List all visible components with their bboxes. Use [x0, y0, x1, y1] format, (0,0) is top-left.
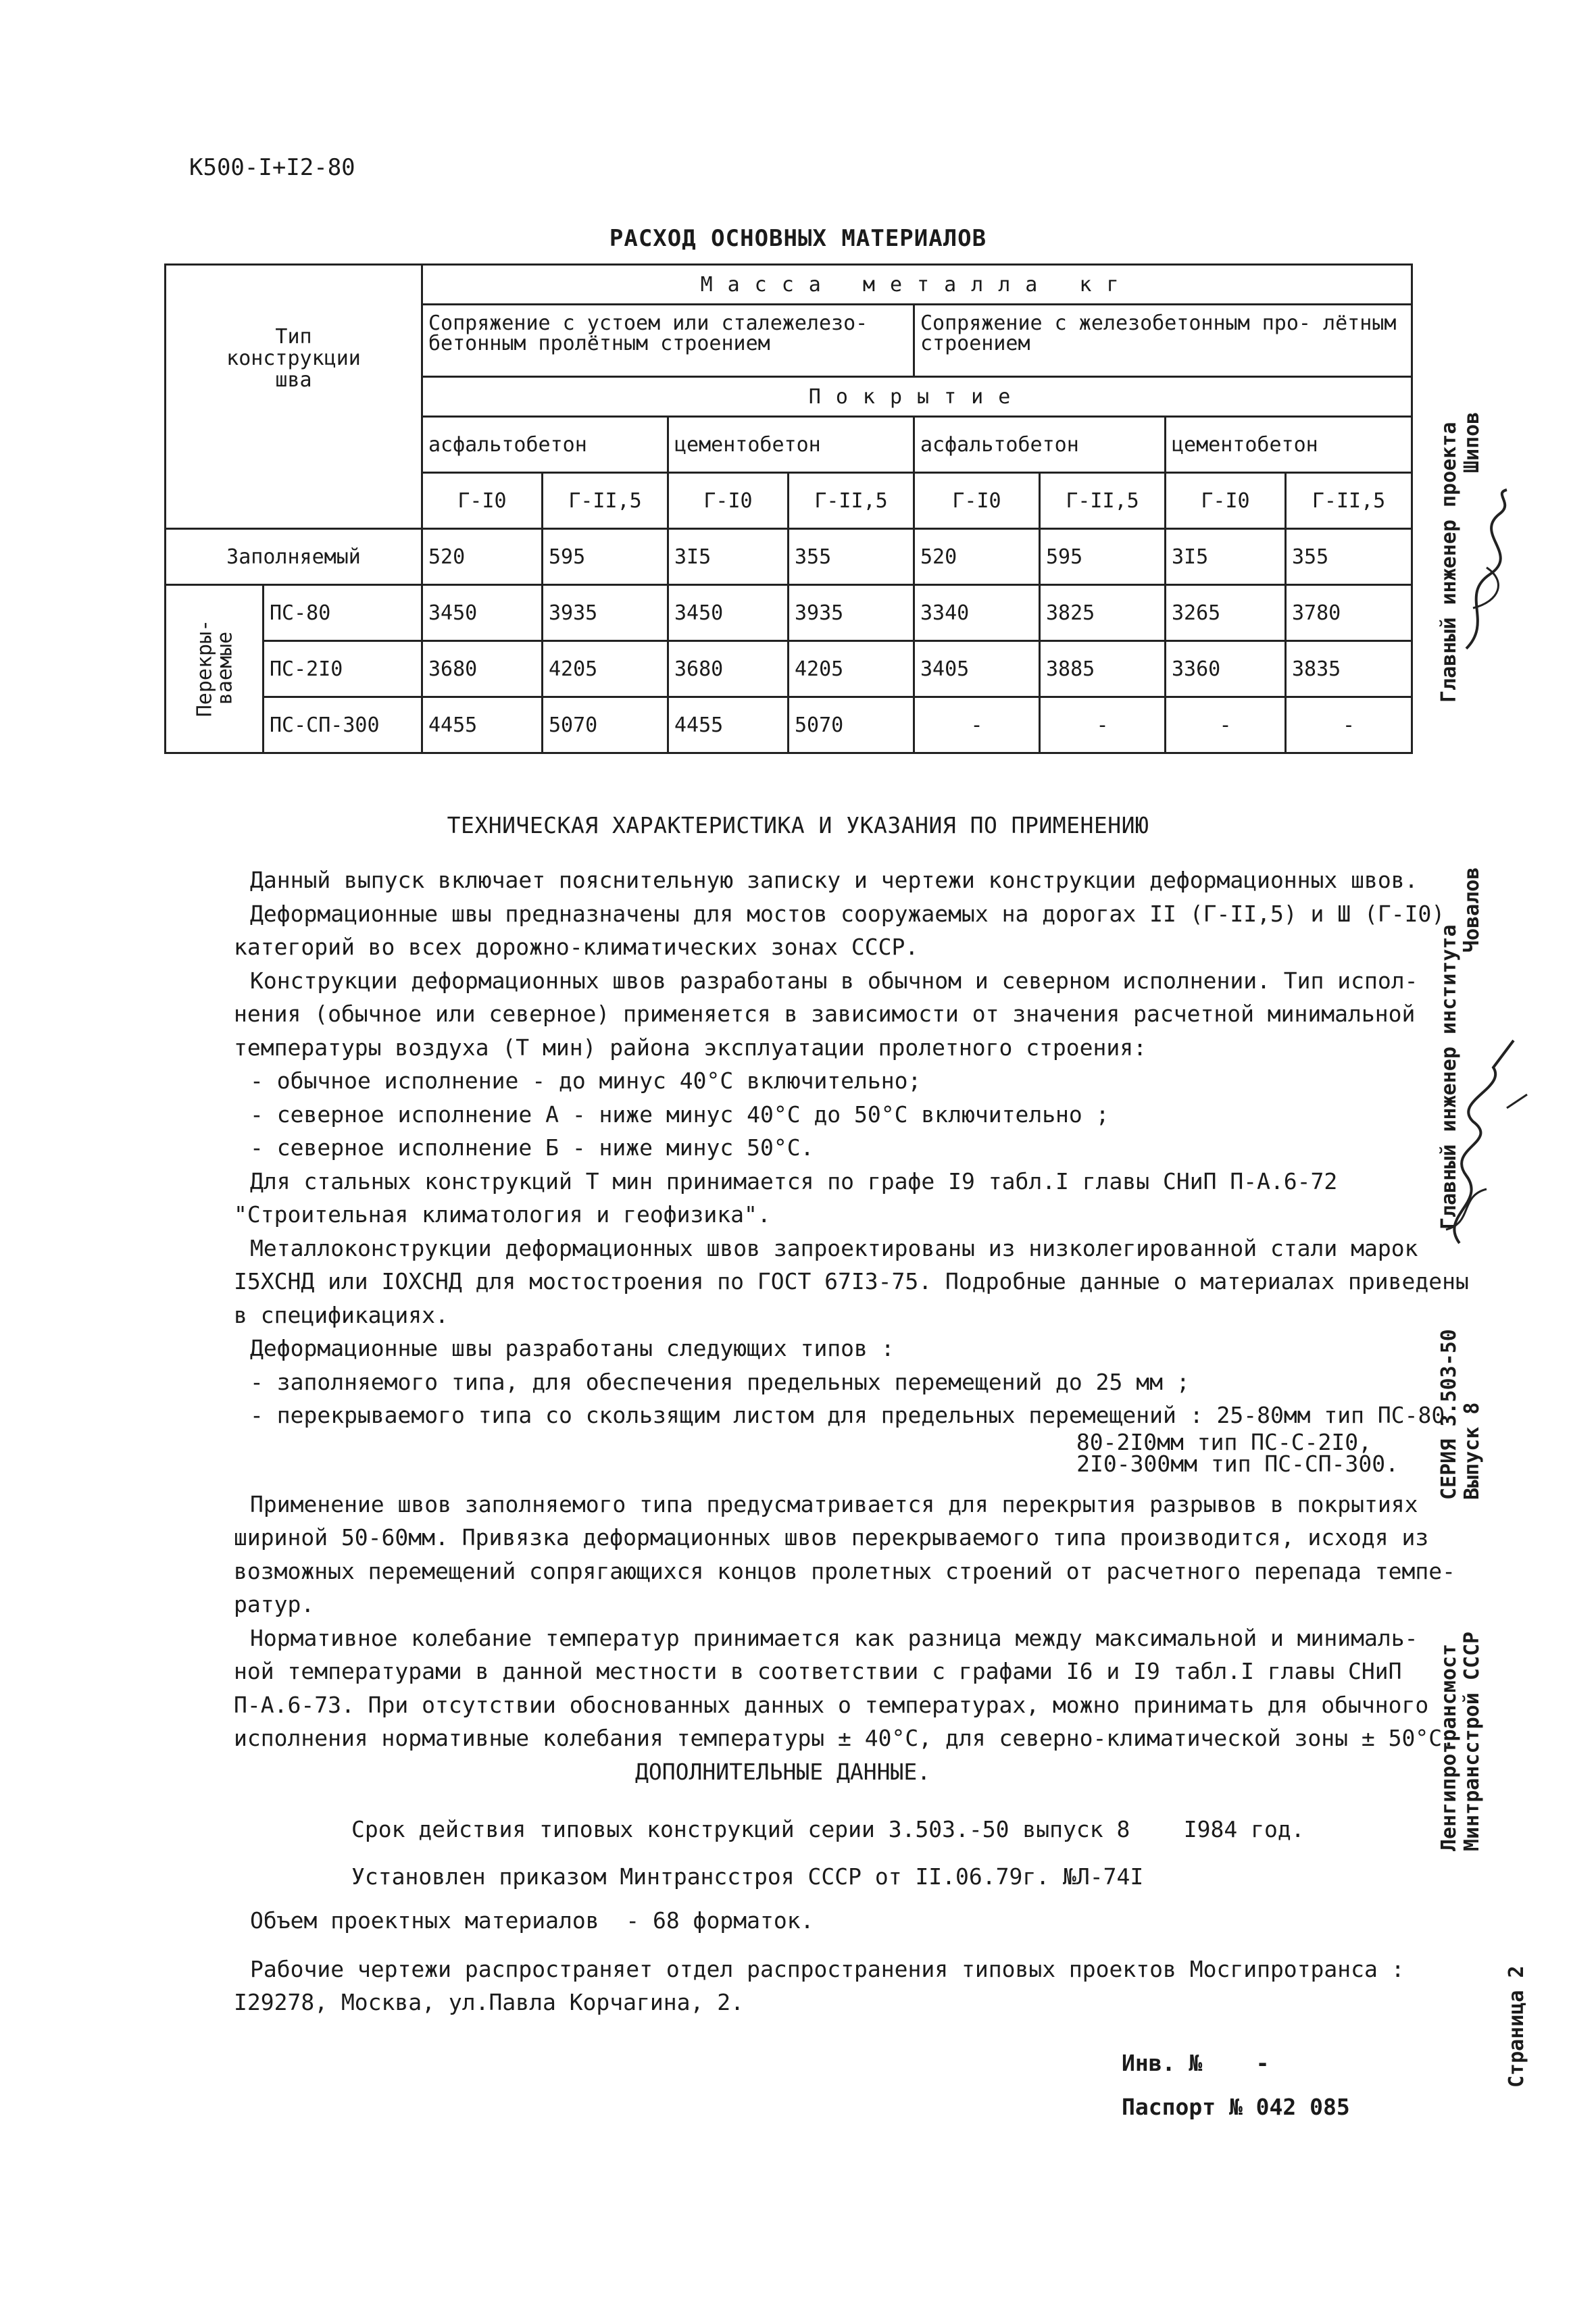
value-cell: 595 [543, 529, 668, 585]
paragraph-line: - северное исполнение Б - ниже минус 50°С. [250, 1134, 814, 1161]
materials-table [164, 263, 1413, 754]
value-cell: 5070 [543, 697, 668, 753]
overlap-label-cell [166, 585, 264, 753]
grade-cell: Г-I0 [1166, 473, 1286, 529]
page-number: Страница 2 [1505, 1965, 1528, 2088]
paragraph-line: Деформационные швы предназначены для мостов сооружаемых на дорогах II (Г-II,5) и Ш (Г-I0) [250, 900, 1445, 927]
grade-cell: Г-I0 [422, 473, 543, 529]
value-cell: 5070 [789, 697, 914, 753]
value-cell: 3405 [914, 641, 1040, 697]
paragraph-line: нения (обычное или северное) применяется в зависимости от значения расчетной минимальной [234, 1001, 1416, 1027]
paragraph-line: исполнения нормативные колебания температуры ± 40°С, для северно-климатической зоны ± 50°С. [234, 1725, 1455, 1751]
value-cell: 595 [1040, 529, 1166, 585]
value-cell: 3I5 [668, 529, 789, 585]
value-cell: 4455 [422, 697, 543, 753]
document-code: К500-I+I2-80 [189, 154, 355, 181]
value-cell: 3I5 [1166, 529, 1286, 585]
paragraph-line: - северное исполнение А - ниже минус 40°С до 50°С включительно ; [250, 1101, 1109, 1128]
value-cell: - [914, 697, 1040, 753]
value-cell: 3450 [422, 585, 543, 641]
signature-institute-icon [1432, 1027, 1534, 1257]
grade-cell: Г-II,5 [789, 473, 914, 529]
paragraph-line: шириной 50-60мм. Привязка деформационных швов перекрываемого типа производится, исходя из [234, 1524, 1429, 1551]
paragraph-line: Применение швов заполняемого типа предусматривается для перекрытия разрывов в покрытиях [250, 1490, 1418, 1517]
type-header-line: Тип [275, 325, 312, 349]
type-header-cell [166, 265, 422, 529]
coating-cell: асфальтобетон [914, 417, 1166, 473]
paragraph-line: Конструкции деформационных швов разработаны в обычном и северном исполнении. Тип испол- [250, 967, 1418, 994]
value-cell: 520 [422, 529, 543, 585]
paragraph-line: категорий во всех дорожно-климатических зонах СССР. [234, 934, 919, 960]
value-cell: 3885 [1040, 641, 1166, 697]
series-label: СЕРИЯ 3.503-50 [1437, 1329, 1461, 1500]
value-cell: 3450 [668, 585, 789, 641]
paragraph-line: I5ХСНД или IOХСНД для мостостроения по ГОСТ 67I3-75. Подробные данные о материалах приведены [234, 1268, 1469, 1294]
mass-header: Масса металла кг [422, 265, 1412, 305]
coating-cell: цементобетон [1166, 417, 1412, 473]
paragraph-line: Объем проектных материалов - 68 форматок. [250, 1907, 814, 1934]
value-cell: 520 [914, 529, 1040, 585]
paragraph-line: "Строительная климатология и геофизика". [234, 1201, 771, 1228]
paragraph-line: Нормативное колебание температур принимается как разница между максимальной и минималь- [250, 1624, 1418, 1651]
paragraph-line: I29278, Москва, ул.Павла Корчагина, 2. [234, 1989, 744, 2015]
paragraph-line: Срок действия типовых конструкций серии 3.503.-50 выпуск 8 I984 год. [351, 1816, 1305, 1842]
paragraph-line: ной температурами в данной местности в соответствии с графами I6 и I9 табл.I главы СНиП [234, 1658, 1402, 1684]
overlap-label-line: ваемые [213, 631, 237, 705]
value-cell: - [1166, 697, 1286, 753]
value-cell: 3360 [1166, 641, 1286, 697]
organization-1: Ленгипротрансмост [1437, 1643, 1461, 1851]
paragraph-line: температуры воздуха (Т мин) района эксплуатации пролетного строения: [234, 1034, 1147, 1061]
passport-number: Паспорт № 042 085 [1122, 2094, 1350, 2120]
value-cell: 3680 [668, 641, 789, 697]
paragraph-line: Данный выпуск включает пояснительную записку и чертежи конструкции деформационных швов. [250, 867, 1418, 893]
value-cell: 4455 [668, 697, 789, 753]
value-cell: 355 [789, 529, 914, 585]
grade-cell: Г-II,5 [1040, 473, 1166, 529]
value-cell: 3340 [914, 585, 1040, 641]
paragraph-line: - перекрываемого типа со скользящим листом для предельных перемещений : 25-80мм тип ПС-80 [250, 1402, 1445, 1428]
paragraph-line: Установлен приказом Минтрансстроя СССР от II.06.79г. №Л-74I [351, 1863, 1144, 1890]
value-cell: 3780 [1286, 585, 1412, 641]
value-cell: 3935 [789, 585, 914, 641]
organization-2: Минтрансстрой СССР [1460, 1631, 1484, 1851]
section-title: ТЕХНИЧЕСКАЯ ХАРАКТЕРИСТИКА И УКАЗАНИЯ ПО ПРИМЕНЕНИЮ [447, 812, 1149, 838]
table-title: РАСХОД ОСНОВНЫХ МАТЕРИАЛОВ [609, 225, 987, 252]
value-cell: 3265 [1166, 585, 1286, 641]
table-row [166, 641, 1412, 697]
inventory-number: Инв. № - [1122, 2049, 1270, 2076]
value-cell: 3935 [543, 585, 668, 641]
paragraph-line: возможных перемещений сопрягающихся концов пролетных строений от расчетного перепада темпе- [234, 1557, 1455, 1584]
table-row [166, 529, 1412, 585]
row-type: ПС-80 [264, 585, 422, 641]
chief-engineer-institute-name: Човалов [1460, 867, 1484, 953]
chief-engineer-project-label: Главный инженер проекта [1437, 422, 1461, 703]
grade-cell: Г-I0 [914, 473, 1040, 529]
issue-label: Выпуск 8 [1460, 1402, 1484, 1500]
table-row [166, 585, 1412, 641]
type-header-line: шва [275, 368, 312, 392]
paragraph-line: Деформационные швы разработаны следующих типов : [250, 1335, 895, 1361]
paragraph-line: в спецификациях. [234, 1301, 449, 1328]
paragraph-line: П-А.6-73. При отсутствии обоснованных данных о температурах, можно принимать для обычного [234, 1691, 1429, 1718]
paragraph-line: Для стальных конструкций Т мин принимается по графе I9 табл.I главы СНиП П-А.6-72 [250, 1167, 1338, 1194]
overlap-label-line: Перекры- [193, 619, 217, 718]
value-cell: 3680 [422, 641, 543, 697]
value-cell: 3835 [1286, 641, 1412, 697]
chief-engineer-project-name: Шипов [1460, 411, 1484, 473]
paragraph-line: - обычное исполнение - до минус 40°С включительно; [250, 1067, 922, 1094]
value-cell: 355 [1286, 529, 1412, 585]
value-cell: 4205 [543, 641, 668, 697]
grade-cell: Г-II,5 [543, 473, 668, 529]
paragraph-line: - заполняемого типа, для обеспечения предельных перемещений до 25 мм ; [250, 1368, 1190, 1395]
paragraph-line: 80-2I0мм тип ПС-С-2I0, [1076, 1428, 1372, 1455]
coating-header: Покрытие [422, 377, 1412, 417]
row-type: ПС-2I0 [264, 641, 422, 697]
paragraph-line: Рабочие чертежи распространяет отдел распространения типовых проектов Мосгипротранса : [250, 1955, 1405, 1982]
signature-project-icon [1453, 486, 1527, 662]
value-cell: 3825 [1040, 585, 1166, 641]
table-row [166, 697, 1412, 753]
value-cell: - [1286, 697, 1412, 753]
filled-label: Заполняемый [166, 529, 422, 585]
paragraph-line: Металлоконструкции деформационных швов запроектированы из низколегированной стали марок [250, 1234, 1418, 1261]
joint-header-1: Сопряжение с устоем или сталежелезо- бетонным пролётным строением [422, 305, 914, 377]
type-header-line: конструкции [226, 347, 361, 370]
grade-cell: Г-I0 [668, 473, 789, 529]
grade-cell: Г-II,5 [1286, 473, 1412, 529]
row-type: ПС-СП-300 [264, 697, 422, 753]
paragraph-line: ратур. [234, 1591, 315, 1617]
joint-header-2: Сопряжение с железобетонным про- лётным строением [914, 305, 1412, 377]
chief-engineer-institute-label: Главный инженер института [1437, 924, 1461, 1230]
coating-cell: асфальтобетон [422, 417, 668, 473]
paragraph-line: 2I0-300мм тип ПС-СП-300. [1076, 1450, 1399, 1477]
coating-cell: цементобетон [668, 417, 914, 473]
value-cell: 4205 [789, 641, 914, 697]
value-cell: - [1040, 697, 1166, 753]
subsection-title: ДОПОЛНИТЕЛЬНЫЕ ДАННЫЕ. [635, 1758, 931, 1785]
